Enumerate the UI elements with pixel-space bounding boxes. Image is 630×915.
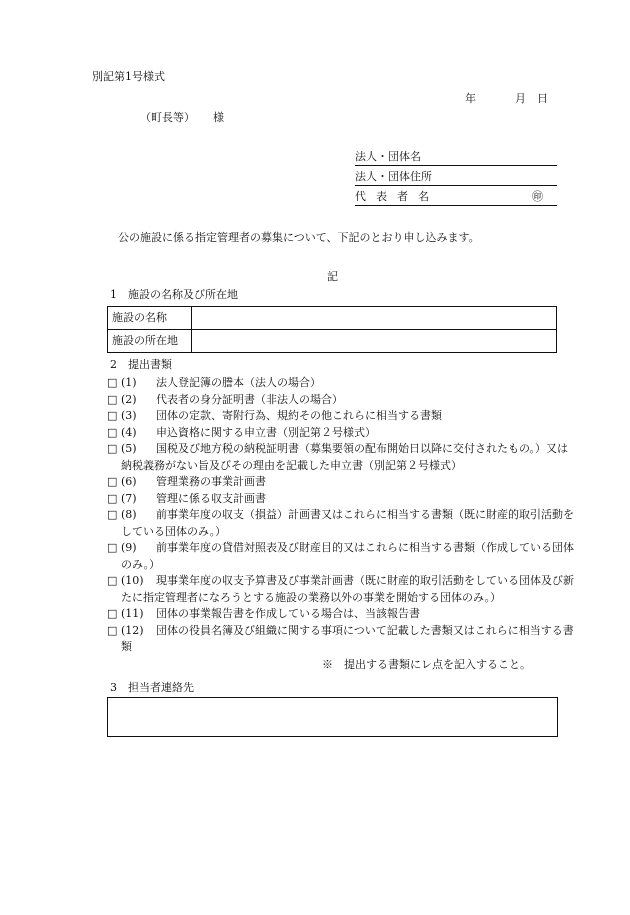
checkbox-icon[interactable]: □ (107, 425, 118, 439)
applicant-org-address-line (355, 170, 557, 186)
checklist-item (107, 623, 577, 656)
checklist-item-number: (8) (121, 508, 137, 521)
checkbox-icon[interactable]: □ (107, 376, 118, 389)
checklist-item-number: (5) (121, 442, 137, 455)
facility-address-row (108, 330, 557, 353)
facility-address-value (192, 330, 557, 353)
date-year: 年 (465, 92, 476, 105)
checklist-item-text: 前事業年度の収支（損益）計画書又はこれらに相当する書類（既に財産的取引活動をしている団体のみ。） (121, 508, 574, 538)
date-day: 日 (537, 92, 548, 105)
checklist-item (107, 408, 577, 425)
checkbox-icon[interactable]: □ (107, 475, 118, 488)
checkbox-icon[interactable]: □ (107, 541, 118, 554)
checklist-item-text: 団体の定款、寄附行為、規約その他これらに相当する書類 (156, 409, 442, 422)
ki-heading: 記 (327, 270, 338, 283)
checkbox-icon[interactable]: □ (107, 409, 118, 422)
checklist-item (107, 573, 577, 606)
checklist-note: ※ 提出する書類にレ点を記入すること。 (322, 658, 531, 671)
checklist-item-text: 法人登記簿の謄本（法人の場合） (156, 376, 321, 389)
checkbox-icon[interactable]: □ (107, 623, 118, 637)
date-month: 月 (515, 92, 526, 105)
checklist-item (107, 606, 577, 623)
checkbox-icon[interactable]: □ (107, 491, 118, 505)
checkbox-icon[interactable]: □ (107, 508, 118, 521)
checklist-item-number: (6) (121, 475, 137, 488)
checklist-item (107, 425, 577, 442)
applicant-org-name-label: 法人・団体名 (355, 150, 421, 163)
checklist-item-number: (10) (121, 574, 144, 587)
addressee (140, 111, 224, 125)
seal-mark: ㊞ (532, 190, 543, 203)
checklist-item-text: 現事業年度の収支予算書及び事業計画書（既に財産的取引活動をしている団体及び新たに指定管理者になろうとする施設の業務以外の事業を開始する団体のみ。） (121, 574, 574, 604)
checklist-item-text: 申込資格に関する申立書（別記第２号様式） (156, 425, 376, 439)
checklist-item-number: (11) (121, 607, 144, 620)
checklist-item-number: (2) (121, 392, 137, 406)
checklist-item-number: (1) (121, 376, 137, 389)
checklist-item-number: (12) (121, 623, 144, 637)
addressee-name: （町長等） (140, 111, 195, 124)
checklist-item-text: 管理業務の事業計画書 (156, 475, 266, 488)
facility-name-row (108, 307, 557, 330)
checklist-item-number: (7) (121, 491, 137, 505)
facility-name-value (192, 307, 557, 330)
checklist-item (107, 441, 577, 474)
applicant-representative-line (355, 190, 557, 206)
checklist-item-number: (9) (121, 541, 137, 554)
checkbox-icon[interactable]: □ (107, 442, 118, 455)
checkbox-icon[interactable]: □ (107, 392, 118, 406)
checklist-item (107, 474, 577, 491)
applicant-representative-label: 代表者名 (355, 190, 439, 203)
checklist-item-text: 前事業年度の貸借対照表及び財産目的又はこれらに相当する書類（作成している団体のみ。） (121, 541, 574, 571)
intro-text: 公の施設に係る指定管理者の募集について、下記のとおり申し込みます。 (118, 231, 480, 244)
section2-title: 2 提出書類 (110, 358, 172, 371)
checklist-item (107, 491, 577, 508)
checklist-item-text: 管理に係る収支計画書 (156, 491, 266, 505)
checkbox-icon[interactable]: □ (107, 607, 118, 620)
addressee-honorific: 様 (213, 111, 224, 124)
facility-table (107, 306, 557, 353)
facility-name-label: 施設の名称 (108, 307, 192, 330)
facility-address-label: 施設の所在地 (108, 330, 192, 353)
checklist-item (107, 507, 577, 540)
checklist-item (107, 375, 577, 392)
section3-title: 3 担当者連絡先 (110, 681, 194, 694)
applicant-org-name-line (355, 150, 557, 166)
form-label: 別記第1号様式 (92, 70, 165, 83)
checklist-item-text: 代表者の身分証明書（非法人の場合） (156, 392, 343, 406)
checklist-item-number: (3) (121, 409, 137, 422)
checklist-item-text: 団体の事業報告書を作成している場合は、当該報告書 (156, 607, 420, 620)
checklist-item (107, 392, 577, 409)
section1-title: 1 施設の名称及び所在地 (110, 288, 238, 301)
checklist-item-text: 国税及び地方税の納税証明書（募集要領の配布開始日以降に交付されたもの。）又は納税義務がない旨及びその理由を記載した申立書（別記第２号様式） (121, 442, 569, 472)
checklist-item-text: 団体の役員名簿及び組織に関する事項について記載した書類又はこれらに相当する書類 (121, 623, 574, 653)
document-checklist (107, 375, 577, 656)
checklist-item (107, 540, 577, 573)
contact-box (107, 697, 558, 737)
checklist-item-number: (4) (121, 425, 137, 439)
checkbox-icon[interactable]: □ (107, 574, 118, 587)
applicant-org-address-label: 法人・団体住所 (355, 170, 432, 183)
